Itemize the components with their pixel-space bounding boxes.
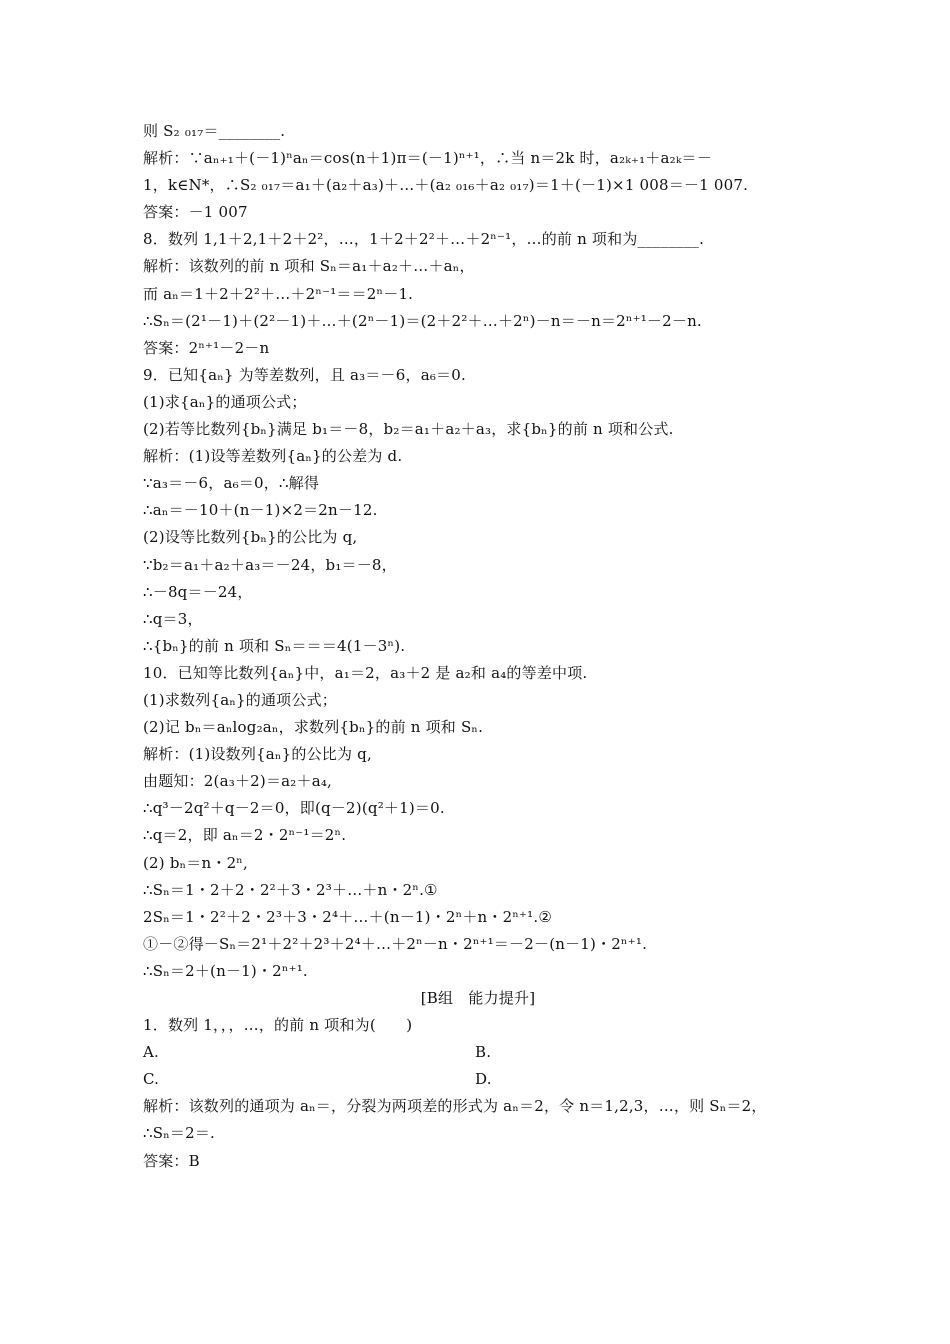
text-line: ∴q＝2，即 aₙ＝2・2ⁿ⁻¹＝2ⁿ. bbox=[143, 826, 347, 845]
answer-line: 答案：－1 007 bbox=[143, 203, 248, 222]
text-line: ∴－8q＝－24， bbox=[143, 582, 253, 601]
text-line: ∴Sₙ＝1・2＋2・2²＋3・2³＋…＋n・2ⁿ.① bbox=[143, 880, 438, 899]
text-line: ∵b₂＝a₁＋a₂＋a₃＝－24，b₁＝－8， bbox=[143, 555, 397, 574]
option-c: C. bbox=[143, 1070, 160, 1089]
text-line: ∴aₙ＝－10＋(n－1)×2＝2n－12. bbox=[143, 501, 378, 520]
text-line: ∵a₃＝－6，a₆＝0，∴解得 bbox=[143, 474, 320, 493]
text-line: ①－②得－Sₙ＝2¹＋2²＋2³＋2⁴＋…＋2ⁿ－n・2ⁿ⁺¹＝－2－(n－1)・2ⁿ⁺¹. bbox=[143, 934, 648, 953]
option-a: A. bbox=[143, 1043, 160, 1062]
text-line: 2Sₙ＝1・2²＋2・2³＋3・2⁴＋…＋(n－1)・2ⁿ＋n・2ⁿ⁺¹.② bbox=[143, 907, 552, 926]
text-line: ∴Sₙ＝2＝. bbox=[143, 1124, 216, 1143]
text-line: 解析：(1)设等差数列{aₙ}的公差为 d. bbox=[143, 447, 403, 466]
text-line: 解析：∵aₙ₊₁＋(－1)ⁿaₙ＝cos(n＋1)π＝(－1)ⁿ⁺¹，∴当 n＝2k 时，a₂ₖ₊₁＋a₂ₖ＝－ bbox=[143, 149, 712, 168]
text-line: 而 aₙ＝1＋2＋2²＋…＋2ⁿ⁻¹＝＝2ⁿ－1. bbox=[143, 284, 414, 303]
options-row-1 bbox=[143, 1039, 813, 1066]
answer-line: 答案：2ⁿ⁺¹－2－n bbox=[143, 338, 270, 357]
text-line: ∴{bₙ}的前 n 项和 Sₙ＝＝＝4(1－3ⁿ). bbox=[143, 636, 406, 655]
document-page bbox=[143, 118, 813, 1175]
section-heading: [B组 能力提升] bbox=[420, 989, 536, 1007]
text-line: 解析：该数列的通项为 aₙ＝，分裂为两项差的形式为 aₙ＝2，令 n＝1,2,3，…，则 Sₙ＝2， bbox=[143, 1097, 767, 1116]
question-9: 9．已知{aₙ} 为等差数列，且 a₃＝－6，a₆＝0. bbox=[143, 365, 466, 384]
question-10: 10．已知等比数列{aₙ}中，a₁＝2，a₃＋2 是 a₂和 a₄的等差中项. bbox=[143, 663, 588, 682]
text-line: 解析：(1)设数列{aₙ}的公比为 q, bbox=[143, 745, 372, 764]
question-8: 8．数列 1,1＋2,1＋2＋2²，…，1＋2＋2²＋…＋2ⁿ⁻¹，…的前 n 项和为________. bbox=[143, 230, 705, 249]
text-line: (1)求数列{aₙ}的通项公式； bbox=[143, 690, 337, 709]
question-b1: 1．数列 1，，，…，的前 n 项和为( ) bbox=[143, 1016, 413, 1035]
text-line: ∴q＝3， bbox=[143, 609, 203, 628]
text-line: (2)记 bₙ＝aₙlog₂aₙ，求数列{bₙ}的前 n 项和 Sₙ. bbox=[143, 718, 484, 737]
text-line: ∴Sₙ＝(2¹－1)＋(2²－1)＋…＋(2ⁿ－1)＝(2＋2²＋…＋2ⁿ)－n＝－n＝2ⁿ⁺¹－2－n. bbox=[143, 311, 702, 330]
text-line: (2) bₙ＝n・2ⁿ, bbox=[143, 853, 248, 872]
text-line: (1)求{aₙ}的通项公式； bbox=[143, 392, 307, 411]
text-line: 1，k∈N*，∴S₂ ₀₁₇＝a₁＋(a₂＋a₃)＋…＋(a₂ ₀₁₆＋a₂ ₀₁₇)＝1＋(－1)×1 008＝－1 007. bbox=[143, 176, 749, 195]
answer-line: 答案：B bbox=[143, 1151, 200, 1170]
text-line: (2)设等比数列{bₙ}的公比为 q, bbox=[143, 528, 358, 547]
text-line: 由题知：2(a₃＋2)＝a₂＋a₄, bbox=[143, 772, 333, 791]
text-line: ∴q³－2q²＋q－2＝0，即(q－2)(q²＋1)＝0. bbox=[143, 799, 445, 818]
text-line: ∴Sₙ＝2＋(n－1)・2ⁿ⁺¹. bbox=[143, 961, 308, 980]
options-row-2 bbox=[143, 1066, 813, 1093]
text-line: (2)若等比数列{bₙ}满足 b₁＝－8，b₂＝a₁＋a₂＋a₃，求{bₙ}的前 n 项和公式. bbox=[143, 420, 674, 439]
text-line: 则 S₂ ₀₁₇＝________. bbox=[143, 122, 286, 140]
text-line: 解析：该数列的前 n 项和 Sₙ＝a₁＋a₂＋…＋aₙ， bbox=[143, 257, 475, 276]
option-b: B. bbox=[475, 1043, 492, 1062]
option-d: D. bbox=[475, 1070, 492, 1089]
solution-text-block bbox=[143, 118, 813, 985]
